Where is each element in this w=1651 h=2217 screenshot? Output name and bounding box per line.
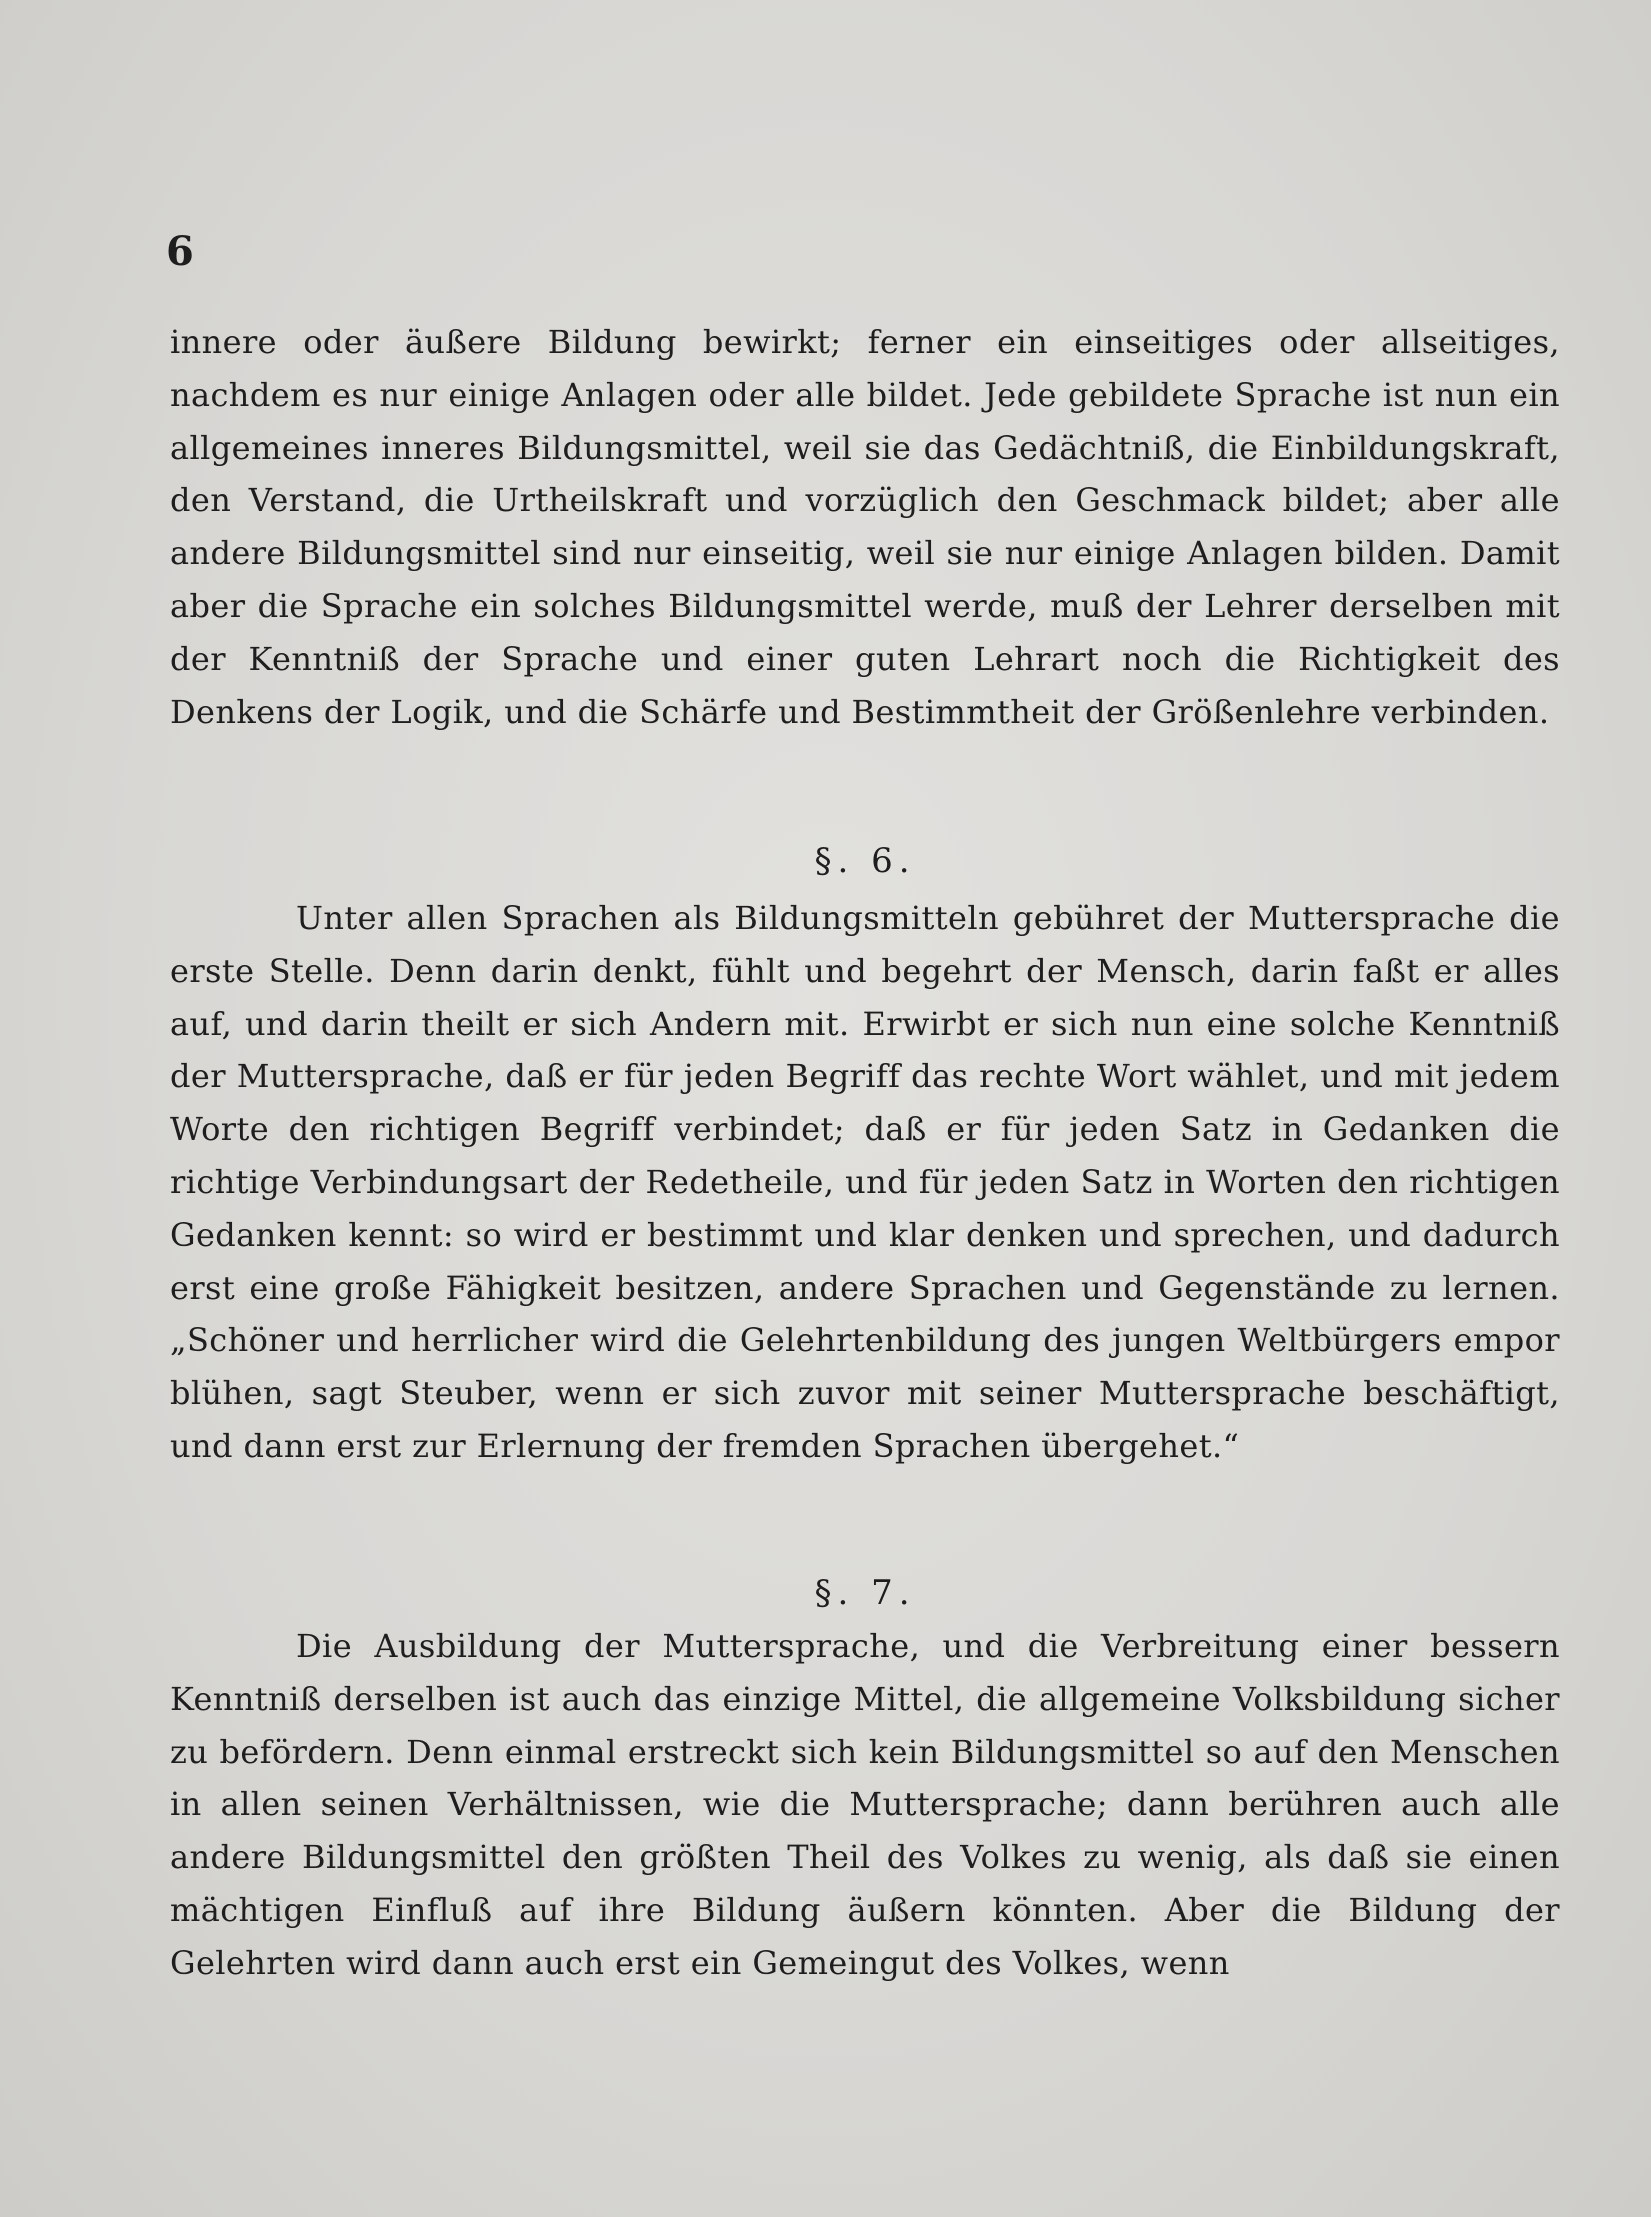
section-7-paragraph: Die Ausbildung der Muttersprache, und die Verbreitung einer bessern Kenntniß derselben ist auch das einzige Mittel, die allgemeine Volksbildung sicher zu befördern. Denn einmal erstreckt sich kein Bildungsmittel so auf den Menschen in allen seinen Verhältnissen, wie die Muttersprache; dann berühren auch alle andere Bildungsmittel den größten Theil des Volkes zu wenig, als daß sie einen mächtigen Einfluß auf ihre Bildung äußern könnten. Aber die Bildung der Gelehrten wird dann auch erst ein Gemeingut des Volkes, wenn [170, 1627, 1560, 1982]
section-6-heading: §. 6. [814, 841, 916, 881]
page-number: 6 [166, 228, 194, 275]
section-7-heading: §. 7. [814, 1573, 916, 1613]
section-6-paragraph: Unter allen Sprachen als Bildungsmitteln gebühret der Muttersprache die erste Stelle. Denn darin denkt, fühlt und begehrt der Mensch, darin faßt er alles auf, und darin theilt er sich Andern mit. Erwirbt er sich nun eine solche Kenntniß der Muttersprache, daß er für jeden Begriff das rechte Wort wählet, und mit jedem Worte den richtigen Begriff verbindet; daß er für jeden Satz in Gedanken die richtige Verbindungsart der Redetheile, und für jeden Satz in Worten den richtigen Gedanken kennt: so wird er bestimmt und klar denken und sprechen, und dadurch erst eine große Fähigkeit besitzen, andere Sprachen und Gegenstände zu lernen. „Schöner und herrlicher wird die Gelehrtenbildung des jungen Weltbürgers empor blühen, sagt Steuber, wenn er sich zuvor mit seiner Muttersprache beschäftigt, und dann erst zur Erlernung der fremden Sprachen übergehet.“ [170, 899, 1560, 1465]
continued-paragraph: innere oder äußere Bildung bewirkt; ferner ein einseitiges oder allseitiges, nachdem es nur einige Anlagen oder alle bildet. Jede gebildete Sprache ist nun ein allgemeines inneres Bildungsmittel, weil sie das Gedächtniß, die Einbildungskraft, den Verstand, die Urtheilskraft und vorzüglich den Geschmack bildet; aber alle andere Bildungsmittel sind nur einseitig, weil sie nur einige Anlagen bilden. Damit aber die Sprache ein solches Bildungsmittel werde, muß der Lehrer derselben mit der Kenntniß der Sprache und einer guten Lehrart noch die Richtigkeit des Denkens der Logik, und die Schärfe und Bestimmtheit der Größenlehre verbinden. [170, 323, 1560, 731]
